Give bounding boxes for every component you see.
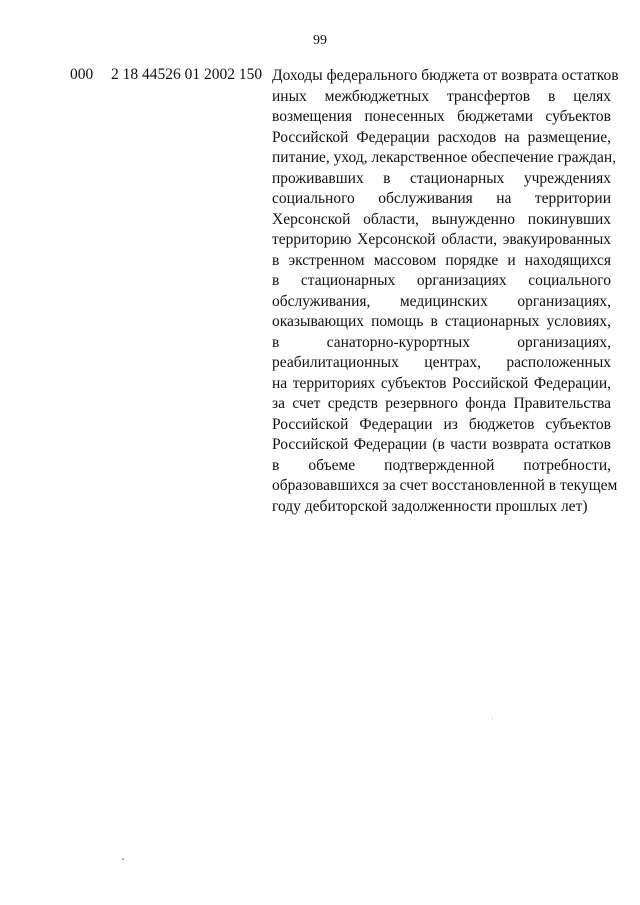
scan-speck bbox=[492, 718, 493, 719]
description-line: возмещения понесенных бюджетами субъектов bbox=[272, 108, 611, 125]
description-line: социального обслуживания на территории bbox=[272, 190, 611, 207]
description-line: Российской Федерации расходов на размещение, bbox=[272, 128, 611, 146]
description-line: в санаторно-курортных организациях, bbox=[272, 333, 611, 351]
description-line: питание, уход, лекарственное обеспечение граждан, bbox=[272, 149, 617, 166]
description-line: на территориях субъектов Российской Федерации, bbox=[272, 374, 611, 392]
description-line: Российской Федерации из бюджетов субъектов bbox=[272, 415, 611, 433]
description-line: проживавших в стационарных учреждениях bbox=[272, 169, 611, 187]
description-line: образовавшихся за счет восстановленной в текущем bbox=[272, 477, 618, 494]
description-line: в экстренном массовом порядке и находящихся bbox=[272, 251, 611, 269]
description-line: иных межбюджетных трансфертов в целях bbox=[272, 87, 611, 105]
description-line: реабилитационных центрах, расположенных bbox=[272, 354, 611, 371]
classification-code: 2 18 44526 01 2002 150 bbox=[111, 66, 263, 83]
description-line: году дебиторской задолженности прошлых лет) bbox=[272, 497, 588, 515]
description-line: оказывающих помощь в стационарных условиях, bbox=[272, 313, 611, 330]
description-line: обслуживания, медицинских организациях, bbox=[272, 292, 611, 310]
entry-description bbox=[272, 66, 619, 517]
scan-speck bbox=[122, 858, 124, 860]
description-line: территорию Херсонской области, эвакуированных bbox=[272, 231, 611, 248]
description-line: Доходы федерального бюджета от возврата остатков bbox=[272, 67, 619, 84]
description-line: в объеме подтвержденной потребности, bbox=[272, 456, 611, 474]
description-line: Херсонской области, вынужденно покинувших bbox=[272, 210, 611, 228]
description-line: за счет средств резервного фонда Правительства bbox=[272, 395, 611, 412]
description-line: Российской Федерации (в части возврата остатков bbox=[272, 436, 611, 453]
description-line: в стационарных организациях социального bbox=[272, 272, 611, 289]
admin-code: 000 bbox=[70, 66, 94, 83]
page-number: 99 bbox=[313, 33, 327, 48]
